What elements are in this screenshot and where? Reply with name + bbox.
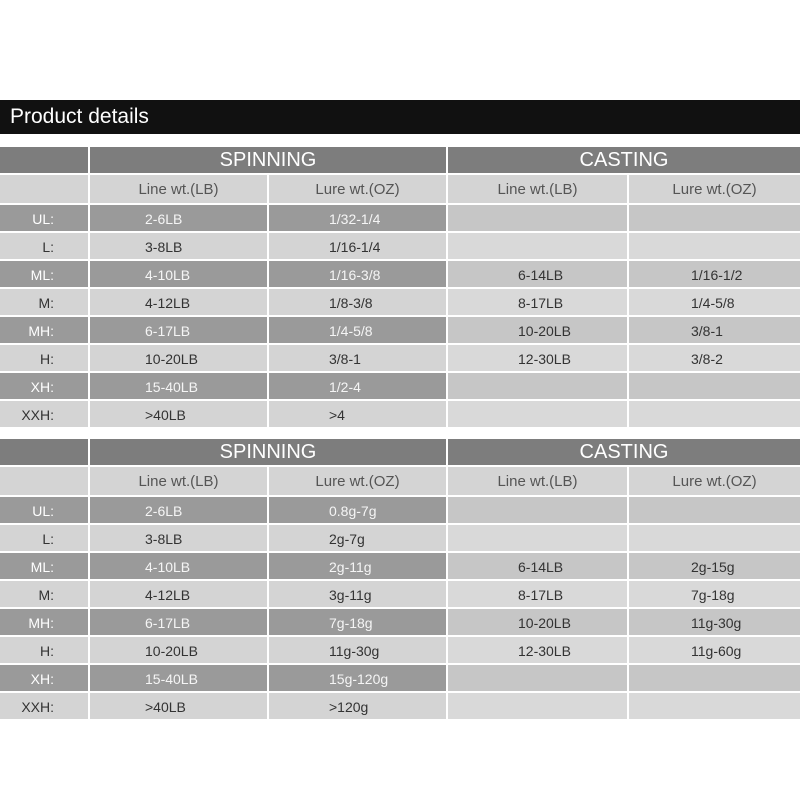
table-row <box>0 289 800 315</box>
table-cell <box>629 289 800 315</box>
cell-value: 10-20LB <box>518 323 571 339</box>
cell-value: 1/8-3/8 <box>329 295 373 311</box>
row-label-cell <box>0 205 90 231</box>
cell-value: 4-12LB <box>145 295 191 311</box>
table-row <box>0 497 800 523</box>
table-cell <box>448 373 629 399</box>
table-cell <box>90 553 269 579</box>
row-label-cell <box>0 693 90 719</box>
cell-value: 12-30LB <box>518 351 571 367</box>
table-cell <box>629 581 800 607</box>
cell-value: 15-40LB <box>145 671 198 687</box>
table-cell <box>448 693 629 719</box>
cell-value: 1/16-1/4 <box>329 239 381 255</box>
table-row <box>0 525 800 551</box>
column-header: Line wt.(LB) <box>90 175 269 203</box>
table-cell <box>629 525 800 551</box>
row-label-cell <box>0 401 90 427</box>
table-row <box>0 261 800 287</box>
table-cell <box>269 205 448 231</box>
table-row <box>0 693 800 719</box>
table-cell <box>90 205 269 231</box>
table-cell <box>269 693 448 719</box>
table-cell <box>448 637 629 663</box>
table-cell <box>448 317 629 343</box>
row-label-cell <box>0 665 90 691</box>
cell-value: 11g-60g <box>691 643 742 659</box>
column-header: Lure wt.(OZ) <box>269 467 448 495</box>
row-label-cell <box>0 345 90 371</box>
row-label-cell <box>0 553 90 579</box>
cell-value: 7g-18g <box>329 615 373 631</box>
cell-value: 10-20LB <box>145 351 198 367</box>
cell-value: >40LB <box>145 699 186 715</box>
row-label: UL: <box>32 503 54 519</box>
cell-value: 6-17LB <box>145 615 191 631</box>
row-label-cell <box>0 289 90 315</box>
cell-value: >4 <box>329 407 345 423</box>
product-details-header <box>0 100 800 134</box>
cell-value: 2g-15g <box>691 559 735 575</box>
row-label: XXH: <box>21 407 54 423</box>
spec-table-grams <box>0 439 800 721</box>
spec-table-oz <box>0 147 800 429</box>
table-cell <box>448 261 629 287</box>
cell-value: >120g <box>329 699 369 715</box>
cell-value: 3-8LB <box>145 531 183 547</box>
table-cell <box>629 637 800 663</box>
table-cell <box>269 525 448 551</box>
cell-value: 11g-30g <box>691 615 742 631</box>
table-cell <box>448 525 629 551</box>
table-cell <box>629 261 800 287</box>
row-label: ML: <box>30 267 54 283</box>
table-row <box>0 233 800 259</box>
corner-cell <box>0 439 90 465</box>
table-row <box>0 665 800 691</box>
table-cell <box>90 261 269 287</box>
column-header: Line wt.(LB) <box>448 467 629 495</box>
table-cell <box>269 373 448 399</box>
page-title: Product details <box>10 105 149 128</box>
table-cell <box>629 497 800 523</box>
table-row <box>0 373 800 399</box>
cell-value: 2g-11g <box>329 559 372 575</box>
cell-value: 1/16-1/2 <box>691 267 743 283</box>
cell-value: 3/8-1 <box>691 323 723 339</box>
column-header: Line wt.(LB) <box>90 467 269 495</box>
cell-value: 1/4-5/8 <box>691 295 735 311</box>
row-label: L: <box>42 239 54 255</box>
row-label: XH: <box>30 671 54 687</box>
table-cell <box>90 317 269 343</box>
table-cell <box>448 581 629 607</box>
table-row <box>0 581 800 607</box>
row-label-cell <box>0 373 90 399</box>
table-cell <box>269 497 448 523</box>
table-cell <box>629 373 800 399</box>
row-label-cell <box>0 261 90 287</box>
column-header <box>0 467 90 495</box>
row-label: M: <box>38 587 54 603</box>
row-label: L: <box>42 531 54 547</box>
row-label: H: <box>40 643 54 659</box>
cell-value: 12-30LB <box>518 643 571 659</box>
table-row <box>0 345 800 371</box>
table-cell <box>90 581 269 607</box>
cell-value: 15g-120g <box>329 671 389 687</box>
table-cell <box>90 665 269 691</box>
cell-value: 3/8-1 <box>329 351 361 367</box>
column-header-row <box>0 467 800 495</box>
table-cell <box>448 233 629 259</box>
cell-value: 8-17LB <box>518 587 564 603</box>
cell-value: 10-20LB <box>145 643 198 659</box>
spinning-group-header: SPINNING <box>90 147 448 173</box>
column-header: Lure wt.(OZ) <box>672 180 757 198</box>
row-label-cell <box>0 497 90 523</box>
group-header-row <box>0 439 800 465</box>
cell-value: 4-10LB <box>145 267 191 283</box>
table-cell <box>90 289 269 315</box>
table-cell <box>90 637 269 663</box>
group-header-row <box>0 147 800 173</box>
row-label-cell <box>0 581 90 607</box>
cell-value: 1/32-1/4 <box>329 211 381 227</box>
table-cell <box>269 289 448 315</box>
table-cell <box>90 345 269 371</box>
table-cell <box>629 233 800 259</box>
table-row <box>0 401 800 427</box>
cell-value: 8-17LB <box>518 295 564 311</box>
table-cell <box>90 609 269 635</box>
table-cell <box>269 665 448 691</box>
casting-group-header: CASTING <box>579 148 669 171</box>
table-cell <box>448 401 629 427</box>
corner-cell <box>0 147 90 173</box>
cell-value: 3g-11g <box>329 587 372 603</box>
cell-value: 6-14LB <box>518 559 564 575</box>
row-label-cell <box>0 233 90 259</box>
column-header <box>0 175 90 203</box>
row-label-cell <box>0 525 90 551</box>
row-label: MH: <box>28 615 54 631</box>
table-cell <box>269 401 448 427</box>
table-cell <box>269 609 448 635</box>
table-cell <box>90 373 269 399</box>
table-cell <box>90 497 269 523</box>
table-cell <box>448 665 629 691</box>
cell-value: 6-14LB <box>518 267 564 283</box>
row-label-cell <box>0 317 90 343</box>
table-row <box>0 553 800 579</box>
cell-value: 4-10LB <box>145 559 191 575</box>
column-header: Line wt.(LB) <box>448 175 629 203</box>
table-cell <box>448 205 629 231</box>
row-label: ML: <box>30 559 54 575</box>
column-header: Lure wt.(OZ) <box>269 175 448 203</box>
table-cell <box>448 553 629 579</box>
column-header-row <box>0 175 800 203</box>
cell-value: 1/16-3/8 <box>329 267 381 283</box>
table-cell <box>629 345 800 371</box>
table-cell <box>629 317 800 343</box>
table-cell <box>269 261 448 287</box>
cell-value: 2-6LB <box>145 503 183 519</box>
cell-value: 1/4-5/8 <box>329 323 373 339</box>
cell-value: 2g-7g <box>329 531 365 547</box>
table-cell <box>448 609 629 635</box>
table-row <box>0 637 800 663</box>
table-cell <box>90 693 269 719</box>
table-row <box>0 609 800 635</box>
table-cell <box>448 345 629 371</box>
table-cell <box>90 401 269 427</box>
row-label-cell <box>0 609 90 635</box>
row-label: H: <box>40 351 54 367</box>
cell-value: 11g-30g <box>329 643 380 659</box>
cell-value: 3-8LB <box>145 239 183 255</box>
table-cell <box>269 317 448 343</box>
table-cell <box>629 693 800 719</box>
casting-group-header: CASTING <box>579 440 669 463</box>
table-row <box>0 205 800 231</box>
row-label: M: <box>38 295 54 311</box>
table-cell <box>269 345 448 371</box>
cell-value: 3/8-2 <box>691 351 723 367</box>
row-label: XH: <box>30 379 54 395</box>
cell-value: 4-12LB <box>145 587 191 603</box>
table-cell <box>90 525 269 551</box>
cell-value: 10-20LB <box>518 615 571 631</box>
table-row <box>0 317 800 343</box>
row-label-cell <box>0 637 90 663</box>
table-cell <box>448 497 629 523</box>
row-label: XXH: <box>21 699 54 715</box>
row-label: MH: <box>28 323 54 339</box>
table-cell <box>269 581 448 607</box>
table-cell <box>269 553 448 579</box>
table-cell <box>90 233 269 259</box>
table-cell <box>629 553 800 579</box>
cell-value: 1/2-4 <box>329 379 361 395</box>
cell-value: 15-40LB <box>145 379 198 395</box>
spinning-group-header: SPINNING <box>90 439 448 465</box>
cell-value: 6-17LB <box>145 323 191 339</box>
table-cell <box>269 637 448 663</box>
cell-value: >40LB <box>145 407 186 423</box>
table-cell <box>629 205 800 231</box>
cell-value: 0.8g-7g <box>329 503 377 519</box>
table-cell <box>269 233 448 259</box>
row-label: UL: <box>32 211 54 227</box>
cell-value: 7g-18g <box>691 587 735 603</box>
table-cell <box>629 609 800 635</box>
table-cell <box>629 401 800 427</box>
cell-value: 2-6LB <box>145 211 183 227</box>
column-header: Lure wt.(OZ) <box>672 472 757 490</box>
table-cell <box>629 665 800 691</box>
table-cell <box>448 289 629 315</box>
